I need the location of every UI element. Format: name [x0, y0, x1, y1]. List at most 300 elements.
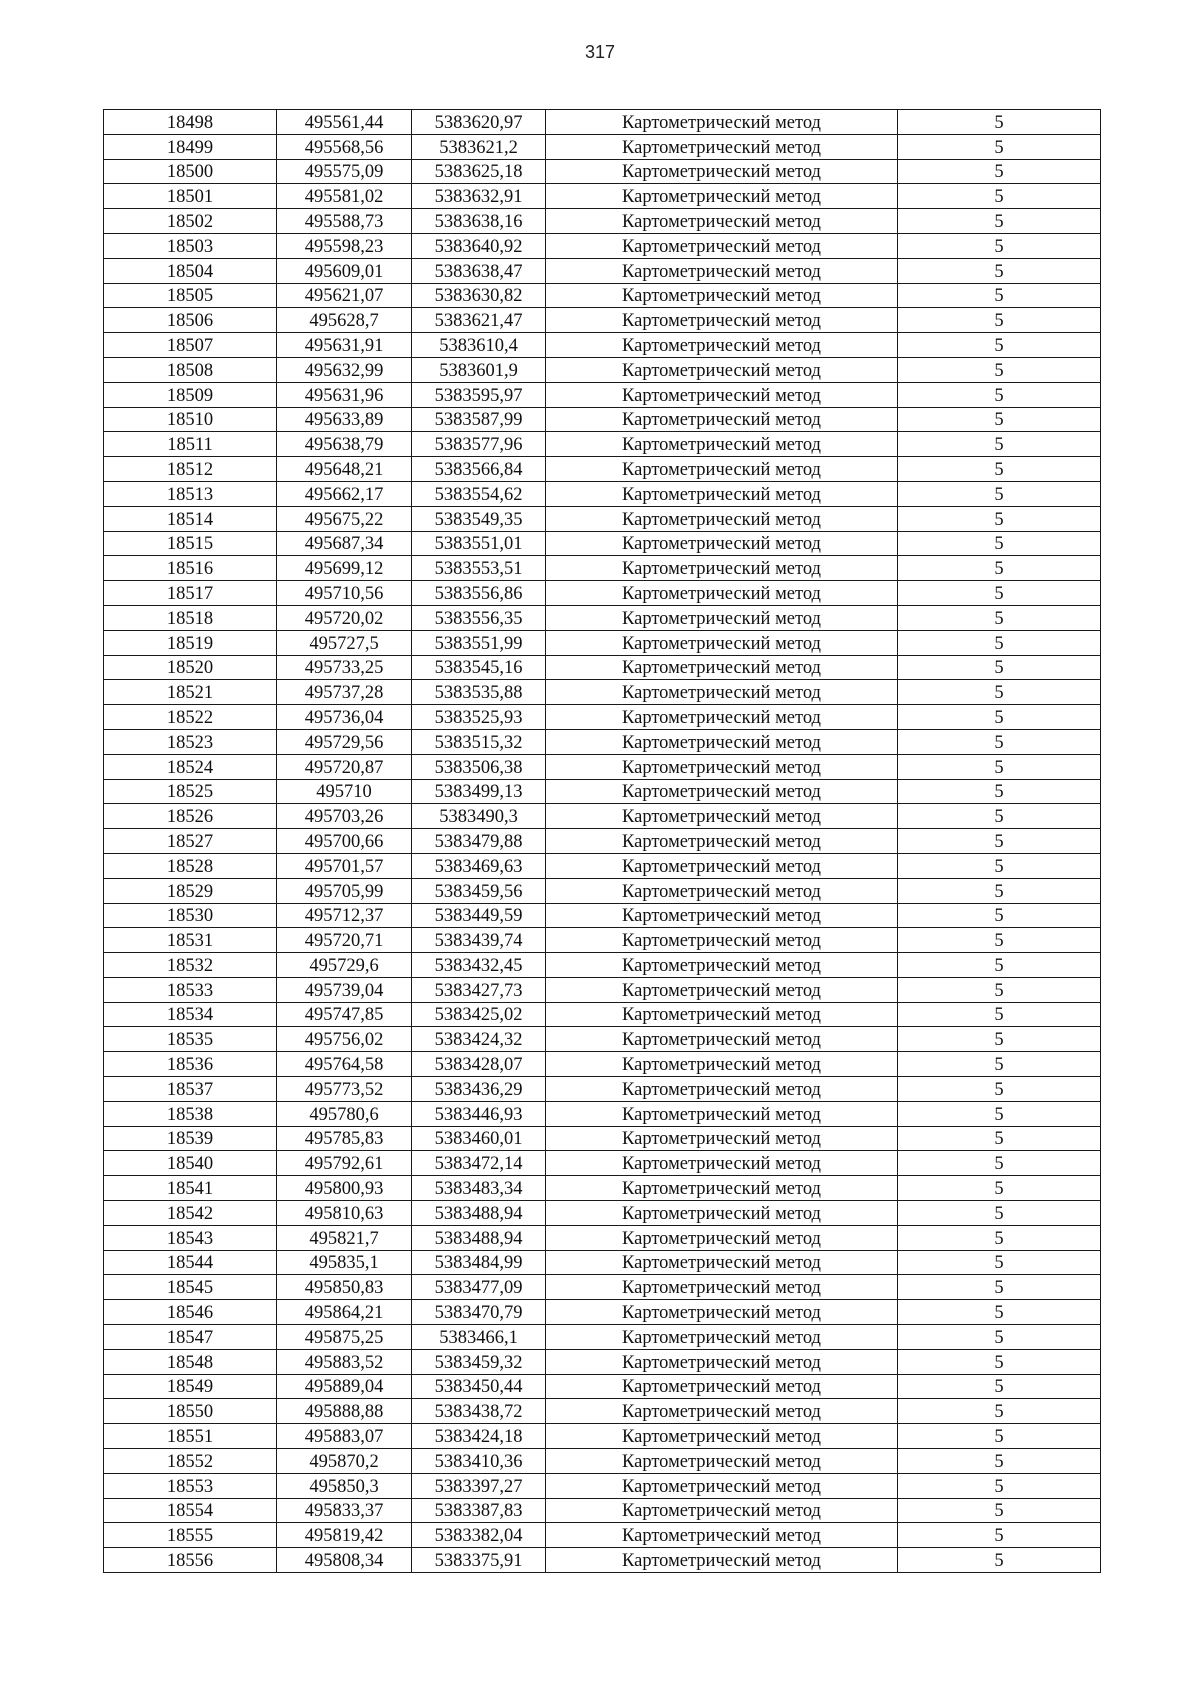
accuracy-cell: 5 [898, 258, 1101, 283]
y-coordinate-cell: 5383638,47 [412, 258, 546, 283]
point-number-cell: 18527 [104, 829, 277, 854]
x-coordinate-cell: 495699,12 [277, 556, 412, 581]
y-coordinate-cell: 5383424,32 [412, 1027, 546, 1052]
method-cell: Картометрический метод [546, 953, 898, 978]
y-coordinate-cell: 5383506,38 [412, 754, 546, 779]
method-cell: Картометрический метод [546, 1027, 898, 1052]
x-coordinate-cell: 495638,79 [277, 432, 412, 457]
y-coordinate-cell: 5383382,04 [412, 1523, 546, 1548]
method-cell: Картометрический метод [546, 556, 898, 581]
y-coordinate-cell: 5383595,97 [412, 382, 546, 407]
table-row [104, 1201, 1101, 1226]
accuracy-cell: 5 [898, 729, 1101, 754]
y-coordinate-cell: 5383488,94 [412, 1225, 546, 1250]
point-number-cell: 18504 [104, 258, 277, 283]
x-coordinate-cell: 495756,02 [277, 1027, 412, 1052]
x-coordinate-cell: 495850,3 [277, 1473, 412, 1498]
method-cell: Картометрический метод [546, 1374, 898, 1399]
accuracy-cell: 5 [898, 556, 1101, 581]
table-row [104, 829, 1101, 854]
point-number-cell: 18549 [104, 1374, 277, 1399]
accuracy-cell: 5 [898, 1399, 1101, 1424]
method-cell: Картометрический метод [546, 382, 898, 407]
accuracy-cell: 5 [898, 159, 1101, 184]
table-row [104, 1052, 1101, 1077]
table-row [104, 953, 1101, 978]
point-number-cell: 18532 [104, 953, 277, 978]
y-coordinate-cell: 5383488,94 [412, 1201, 546, 1226]
accuracy-cell: 5 [898, 829, 1101, 854]
x-coordinate-cell: 495736,04 [277, 705, 412, 730]
method-cell: Картометрический метод [546, 779, 898, 804]
y-coordinate-cell: 5383556,35 [412, 605, 546, 630]
accuracy-cell: 5 [898, 1077, 1101, 1102]
x-coordinate-cell: 495737,28 [277, 680, 412, 705]
y-coordinate-cell: 5383551,99 [412, 630, 546, 655]
accuracy-cell: 5 [898, 1300, 1101, 1325]
method-cell: Картометрический метод [546, 457, 898, 482]
method-cell: Картометрический метод [546, 1275, 898, 1300]
point-number-cell: 18500 [104, 159, 277, 184]
method-cell: Картометрический метод [546, 630, 898, 655]
table-row [104, 1548, 1101, 1573]
accuracy-cell: 5 [898, 134, 1101, 159]
y-coordinate-cell: 5383484,99 [412, 1250, 546, 1275]
point-number-cell: 18502 [104, 209, 277, 234]
x-coordinate-cell: 495705,99 [277, 878, 412, 903]
point-number-cell: 18525 [104, 779, 277, 804]
x-coordinate-cell: 495747,85 [277, 1002, 412, 1027]
method-cell: Картометрический метод [546, 258, 898, 283]
point-number-cell: 18530 [104, 903, 277, 928]
y-coordinate-cell: 5383428,07 [412, 1052, 546, 1077]
accuracy-cell: 5 [898, 1126, 1101, 1151]
x-coordinate-cell: 495733,25 [277, 655, 412, 680]
point-number-cell: 18526 [104, 804, 277, 829]
table-row [104, 878, 1101, 903]
method-cell: Картометрический метод [546, 1077, 898, 1102]
method-cell: Картометрический метод [546, 1052, 898, 1077]
method-cell: Картометрический метод [546, 333, 898, 358]
point-number-cell: 18509 [104, 382, 277, 407]
y-coordinate-cell: 5383439,74 [412, 928, 546, 953]
method-cell: Картометрический метод [546, 1523, 898, 1548]
y-coordinate-cell: 5383424,18 [412, 1424, 546, 1449]
point-number-cell: 18553 [104, 1473, 277, 1498]
accuracy-cell: 5 [898, 1449, 1101, 1474]
x-coordinate-cell: 495609,01 [277, 258, 412, 283]
x-coordinate-cell: 495720,02 [277, 605, 412, 630]
table-row [104, 159, 1101, 184]
y-coordinate-cell: 5383466,1 [412, 1325, 546, 1350]
method-cell: Картометрический метод [546, 977, 898, 1002]
table-row [104, 407, 1101, 432]
x-coordinate-cell: 495675,22 [277, 506, 412, 531]
y-coordinate-cell: 5383397,27 [412, 1473, 546, 1498]
y-coordinate-cell: 5383427,73 [412, 977, 546, 1002]
accuracy-cell: 5 [898, 655, 1101, 680]
accuracy-cell: 5 [898, 357, 1101, 382]
coordinates-table [103, 109, 1101, 1573]
accuracy-cell: 5 [898, 1374, 1101, 1399]
x-coordinate-cell: 495662,17 [277, 481, 412, 506]
x-coordinate-cell: 495819,42 [277, 1523, 412, 1548]
table-row [104, 308, 1101, 333]
table-row [104, 531, 1101, 556]
method-cell: Картометрический метод [546, 407, 898, 432]
y-coordinate-cell: 5383625,18 [412, 159, 546, 184]
method-cell: Картометрический метод [546, 1498, 898, 1523]
method-cell: Картометрический метод [546, 357, 898, 382]
accuracy-cell: 5 [898, 605, 1101, 630]
x-coordinate-cell: 495598,23 [277, 233, 412, 258]
x-coordinate-cell: 495889,04 [277, 1374, 412, 1399]
method-cell: Картометрический метод [546, 705, 898, 730]
accuracy-cell: 5 [898, 184, 1101, 209]
y-coordinate-cell: 5383535,88 [412, 680, 546, 705]
table-row [104, 1101, 1101, 1126]
point-number-cell: 18544 [104, 1250, 277, 1275]
y-coordinate-cell: 5383477,09 [412, 1275, 546, 1300]
table-row [104, 1473, 1101, 1498]
x-coordinate-cell: 495850,83 [277, 1275, 412, 1300]
y-coordinate-cell: 5383459,56 [412, 878, 546, 903]
method-cell: Картометрический метод [546, 680, 898, 705]
table-row [104, 1523, 1101, 1548]
point-number-cell: 18538 [104, 1101, 277, 1126]
method-cell: Картометрический метод [546, 432, 898, 457]
table-row [104, 457, 1101, 482]
y-coordinate-cell: 5383469,63 [412, 853, 546, 878]
accuracy-cell: 5 [898, 1349, 1101, 1374]
accuracy-cell: 5 [898, 283, 1101, 308]
table-row [104, 1449, 1101, 1474]
table-row [104, 754, 1101, 779]
accuracy-cell: 5 [898, 506, 1101, 531]
accuracy-cell: 5 [898, 1498, 1101, 1523]
point-number-cell: 18545 [104, 1275, 277, 1300]
accuracy-cell: 5 [898, 1225, 1101, 1250]
point-number-cell: 18508 [104, 357, 277, 382]
point-number-cell: 18536 [104, 1052, 277, 1077]
y-coordinate-cell: 5383460,01 [412, 1126, 546, 1151]
table-row [104, 481, 1101, 506]
y-coordinate-cell: 5383515,32 [412, 729, 546, 754]
point-number-cell: 18535 [104, 1027, 277, 1052]
x-coordinate-cell: 495729,56 [277, 729, 412, 754]
method-cell: Картометрический метод [546, 531, 898, 556]
table-row [104, 1300, 1101, 1325]
y-coordinate-cell: 5383438,72 [412, 1399, 546, 1424]
accuracy-cell: 5 [898, 481, 1101, 506]
y-coordinate-cell: 5383470,79 [412, 1300, 546, 1325]
accuracy-cell: 5 [898, 804, 1101, 829]
y-coordinate-cell: 5383630,82 [412, 283, 546, 308]
method-cell: Картометрический метод [546, 209, 898, 234]
x-coordinate-cell: 495835,1 [277, 1250, 412, 1275]
point-number-cell: 18523 [104, 729, 277, 754]
method-cell: Картометрический метод [546, 1126, 898, 1151]
y-coordinate-cell: 5383577,96 [412, 432, 546, 457]
y-coordinate-cell: 5383620,97 [412, 110, 546, 135]
table-row [104, 705, 1101, 730]
accuracy-cell: 5 [898, 878, 1101, 903]
accuracy-cell: 5 [898, 333, 1101, 358]
point-number-cell: 18516 [104, 556, 277, 581]
table-row [104, 1225, 1101, 1250]
y-coordinate-cell: 5383499,13 [412, 779, 546, 804]
point-number-cell: 18511 [104, 432, 277, 457]
y-coordinate-cell: 5383425,02 [412, 1002, 546, 1027]
x-coordinate-cell: 495780,6 [277, 1101, 412, 1126]
table-row [104, 1176, 1101, 1201]
point-number-cell: 18507 [104, 333, 277, 358]
point-number-cell: 18503 [104, 233, 277, 258]
method-cell: Картометрический метод [546, 1250, 898, 1275]
accuracy-cell: 5 [898, 779, 1101, 804]
y-coordinate-cell: 5383483,34 [412, 1176, 546, 1201]
x-coordinate-cell: 495621,07 [277, 283, 412, 308]
x-coordinate-cell: 495575,09 [277, 159, 412, 184]
point-number-cell: 18501 [104, 184, 277, 209]
method-cell: Картометрический метод [546, 903, 898, 928]
x-coordinate-cell: 495631,91 [277, 333, 412, 358]
accuracy-cell: 5 [898, 928, 1101, 953]
point-number-cell: 18547 [104, 1325, 277, 1350]
y-coordinate-cell: 5383554,62 [412, 481, 546, 506]
method-cell: Картометрический метод [546, 853, 898, 878]
x-coordinate-cell: 495883,52 [277, 1349, 412, 1374]
method-cell: Картометрический метод [546, 283, 898, 308]
table-row [104, 1498, 1101, 1523]
point-number-cell: 18529 [104, 878, 277, 903]
table-row [104, 605, 1101, 630]
y-coordinate-cell: 5383587,99 [412, 407, 546, 432]
x-coordinate-cell: 495739,04 [277, 977, 412, 1002]
table-row [104, 1002, 1101, 1027]
accuracy-cell: 5 [898, 1548, 1101, 1573]
point-number-cell: 18518 [104, 605, 277, 630]
method-cell: Картометрический метод [546, 1176, 898, 1201]
table-row [104, 1126, 1101, 1151]
point-number-cell: 18498 [104, 110, 277, 135]
x-coordinate-cell: 495720,71 [277, 928, 412, 953]
x-coordinate-cell: 495648,21 [277, 457, 412, 482]
x-coordinate-cell: 495810,63 [277, 1201, 412, 1226]
y-coordinate-cell: 5383479,88 [412, 829, 546, 854]
x-coordinate-cell: 495773,52 [277, 1077, 412, 1102]
y-coordinate-cell: 5383410,36 [412, 1449, 546, 1474]
y-coordinate-cell: 5383610,4 [412, 333, 546, 358]
x-coordinate-cell: 495712,37 [277, 903, 412, 928]
method-cell: Картометрический метод [546, 184, 898, 209]
point-number-cell: 18556 [104, 1548, 277, 1573]
table-row [104, 1250, 1101, 1275]
method-cell: Картометрический метод [546, 1473, 898, 1498]
x-coordinate-cell: 495883,07 [277, 1424, 412, 1449]
table-row [104, 110, 1101, 135]
table-row [104, 928, 1101, 953]
method-cell: Картометрический метод [546, 1101, 898, 1126]
table-row [104, 432, 1101, 457]
table-row [104, 1027, 1101, 1052]
point-number-cell: 18528 [104, 853, 277, 878]
method-cell: Картометрический метод [546, 1399, 898, 1424]
point-number-cell: 18555 [104, 1523, 277, 1548]
x-coordinate-cell: 495710,56 [277, 581, 412, 606]
x-coordinate-cell: 495821,7 [277, 1225, 412, 1250]
accuracy-cell: 5 [898, 903, 1101, 928]
y-coordinate-cell: 5383632,91 [412, 184, 546, 209]
x-coordinate-cell: 495632,99 [277, 357, 412, 382]
method-cell: Картометрический метод [546, 1424, 898, 1449]
x-coordinate-cell: 495875,25 [277, 1325, 412, 1350]
point-number-cell: 18514 [104, 506, 277, 531]
y-coordinate-cell: 5383556,86 [412, 581, 546, 606]
point-number-cell: 18519 [104, 630, 277, 655]
accuracy-cell: 5 [898, 1523, 1101, 1548]
x-coordinate-cell: 495561,44 [277, 110, 412, 135]
point-number-cell: 18552 [104, 1449, 277, 1474]
accuracy-cell: 5 [898, 1002, 1101, 1027]
table-row [104, 357, 1101, 382]
y-coordinate-cell: 5383553,51 [412, 556, 546, 581]
accuracy-cell: 5 [898, 1201, 1101, 1226]
y-coordinate-cell: 5383640,92 [412, 233, 546, 258]
point-number-cell: 18534 [104, 1002, 277, 1027]
y-coordinate-cell: 5383432,45 [412, 953, 546, 978]
x-coordinate-cell: 495800,93 [277, 1176, 412, 1201]
table-row [104, 283, 1101, 308]
table-row [104, 1349, 1101, 1374]
table-row [104, 1399, 1101, 1424]
point-number-cell: 18542 [104, 1201, 277, 1226]
x-coordinate-cell: 495727,5 [277, 630, 412, 655]
accuracy-cell: 5 [898, 110, 1101, 135]
y-coordinate-cell: 5383450,44 [412, 1374, 546, 1399]
point-number-cell: 18551 [104, 1424, 277, 1449]
x-coordinate-cell: 495687,34 [277, 531, 412, 556]
method-cell: Картометрический метод [546, 581, 898, 606]
method-cell: Картометрический метод [546, 1225, 898, 1250]
accuracy-cell: 5 [898, 1151, 1101, 1176]
table-row [104, 233, 1101, 258]
point-number-cell: 18540 [104, 1151, 277, 1176]
point-number-cell: 18554 [104, 1498, 277, 1523]
x-coordinate-cell: 495588,73 [277, 209, 412, 234]
accuracy-cell: 5 [898, 953, 1101, 978]
x-coordinate-cell: 495701,57 [277, 853, 412, 878]
y-coordinate-cell: 5383472,14 [412, 1151, 546, 1176]
table-row [104, 209, 1101, 234]
method-cell: Картометрический метод [546, 804, 898, 829]
method-cell: Картометрический метод [546, 829, 898, 854]
point-number-cell: 18543 [104, 1225, 277, 1250]
table-row [104, 729, 1101, 754]
x-coordinate-cell: 495792,61 [277, 1151, 412, 1176]
y-coordinate-cell: 5383449,59 [412, 903, 546, 928]
table-row [104, 977, 1101, 1002]
method-cell: Картометрический метод [546, 1548, 898, 1573]
point-number-cell: 18539 [104, 1126, 277, 1151]
y-coordinate-cell: 5383525,93 [412, 705, 546, 730]
point-number-cell: 18548 [104, 1349, 277, 1374]
x-coordinate-cell: 495720,87 [277, 754, 412, 779]
accuracy-cell: 5 [898, 308, 1101, 333]
table-row [104, 1151, 1101, 1176]
point-number-cell: 18541 [104, 1176, 277, 1201]
x-coordinate-cell: 495628,7 [277, 308, 412, 333]
y-coordinate-cell: 5383601,9 [412, 357, 546, 382]
point-number-cell: 18513 [104, 481, 277, 506]
table-row [104, 134, 1101, 159]
table-row [104, 1325, 1101, 1350]
y-coordinate-cell: 5383446,93 [412, 1101, 546, 1126]
method-cell: Картометрический метод [546, 878, 898, 903]
y-coordinate-cell: 5383375,91 [412, 1548, 546, 1573]
accuracy-cell: 5 [898, 630, 1101, 655]
table-row [104, 655, 1101, 680]
point-number-cell: 18537 [104, 1077, 277, 1102]
point-number-cell: 18520 [104, 655, 277, 680]
y-coordinate-cell: 5383638,16 [412, 209, 546, 234]
table-row [104, 903, 1101, 928]
method-cell: Картометрический метод [546, 1449, 898, 1474]
accuracy-cell: 5 [898, 1250, 1101, 1275]
accuracy-cell: 5 [898, 1027, 1101, 1052]
point-number-cell: 18512 [104, 457, 277, 482]
y-coordinate-cell: 5383459,32 [412, 1349, 546, 1374]
point-number-cell: 18499 [104, 134, 277, 159]
accuracy-cell: 5 [898, 1052, 1101, 1077]
method-cell: Картометрический метод [546, 506, 898, 531]
accuracy-cell: 5 [898, 1101, 1101, 1126]
accuracy-cell: 5 [898, 432, 1101, 457]
accuracy-cell: 5 [898, 1275, 1101, 1300]
x-coordinate-cell: 495888,88 [277, 1399, 412, 1424]
page-number: 317 [584, 42, 616, 62]
y-coordinate-cell: 5383436,29 [412, 1077, 546, 1102]
table-row [104, 333, 1101, 358]
accuracy-cell: 5 [898, 977, 1101, 1002]
x-coordinate-cell: 495568,56 [277, 134, 412, 159]
table-body [104, 110, 1101, 1573]
method-cell: Картометрический метод [546, 928, 898, 953]
method-cell: Картометрический метод [546, 1151, 898, 1176]
y-coordinate-cell: 5383621,47 [412, 308, 546, 333]
accuracy-cell: 5 [898, 233, 1101, 258]
method-cell: Картометрический метод [546, 655, 898, 680]
table-row [104, 680, 1101, 705]
method-cell: Картометрический метод [546, 605, 898, 630]
x-coordinate-cell: 495703,26 [277, 804, 412, 829]
method-cell: Картометрический метод [546, 159, 898, 184]
point-number-cell: 18521 [104, 680, 277, 705]
y-coordinate-cell: 5383545,16 [412, 655, 546, 680]
accuracy-cell: 5 [898, 705, 1101, 730]
accuracy-cell: 5 [898, 1424, 1101, 1449]
method-cell: Картометрический метод [546, 1325, 898, 1350]
x-coordinate-cell: 495808,34 [277, 1548, 412, 1573]
table-row [104, 258, 1101, 283]
x-coordinate-cell: 495631,96 [277, 382, 412, 407]
x-coordinate-cell: 495710 [277, 779, 412, 804]
point-number-cell: 18506 [104, 308, 277, 333]
x-coordinate-cell: 495870,2 [277, 1449, 412, 1474]
x-coordinate-cell: 495729,6 [277, 953, 412, 978]
y-coordinate-cell: 5383566,84 [412, 457, 546, 482]
accuracy-cell: 5 [898, 853, 1101, 878]
